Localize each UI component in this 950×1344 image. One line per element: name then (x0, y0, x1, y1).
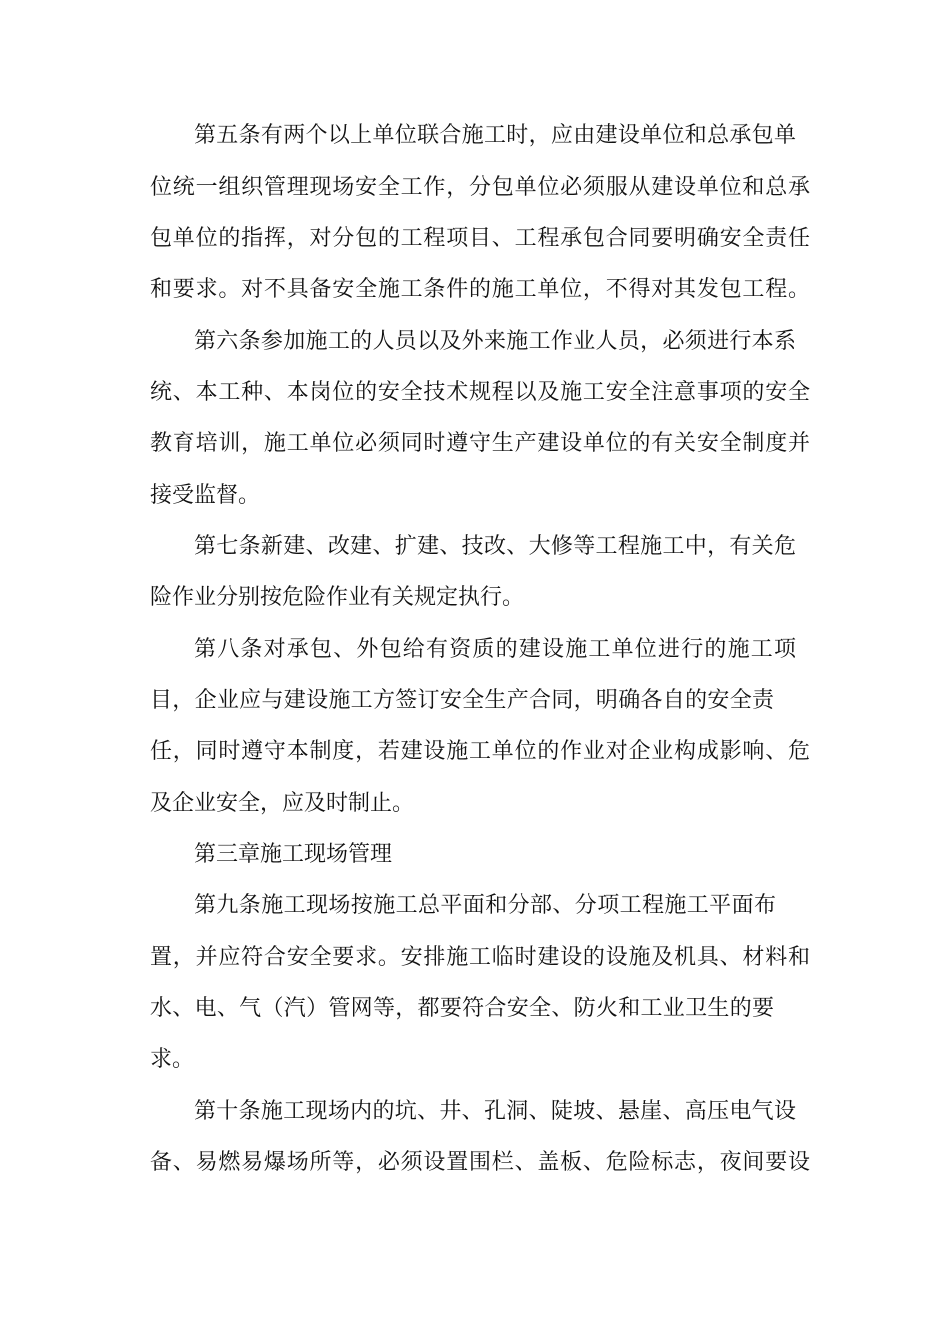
text-line: 目，企业应与建设施工方签订安全生产合同，明确各自的安全责 (150, 688, 774, 713)
text-line: 接受监督。 (150, 483, 261, 508)
text-line: 置，并应符合安全要求。安排施工临时建设的设施及机具、材料和 (150, 945, 810, 970)
chapter-heading: 第三章施工现场管理 (194, 842, 393, 867)
text-line: 第九条施工现场按施工总平面和分部、分项工程施工平面布 (194, 893, 776, 918)
text-line: 第六条参加施工的人员以及外来施工作业人员，必须进行本系 (194, 329, 796, 354)
text-line: 险作业分别按危险作业有关规定执行。 (150, 585, 525, 610)
text-line: 统、本工种、本岗位的安全技术规程以及施工安全注意事项的安全 (150, 380, 810, 405)
text-line: 包单位的指挥，对分包的工程项目、工程承包合同要明确安全责任 (150, 226, 810, 251)
text-line: 第八条对承包、外包给有资质的建设施工单位进行的施工项 (194, 637, 796, 662)
text-line: 第五条有两个以上单位联合施工时，应由建设单位和总承包单 (194, 123, 796, 148)
text-line: 水、电、气（汽）管网等，都要符合安全、防火和工业卫生的要 (150, 996, 774, 1021)
text-line: 求。 (150, 1047, 195, 1072)
text-line: 第十条施工现场内的坑、井、孔洞、陡坡、悬崖、高压电气设 (194, 1099, 796, 1124)
text-line: 教育培训，施工单位必须同时遵守生产建设单位的有关安全制度并 (150, 431, 810, 456)
text-line: 位统一组织管理现场安全工作，分包单位必须服从建设单位和总承 (150, 175, 810, 200)
text-line: 第七条新建、改建、扩建、技改、大修等工程施工中，有关危 (194, 534, 796, 559)
text-line: 任，同时遵守本制度，若建设施工单位的作业对企业构成影响、危 (150, 739, 810, 764)
text-line: 备、易燃易爆场所等，必须设置围栏、盖板、危险标志，夜间要设 (150, 1150, 810, 1175)
text-line: 及企业安全，应及时制止。 (150, 791, 415, 816)
text-line: 和要求。对不具备安全施工条件的施工单位，不得对其发包工程。 (150, 277, 810, 302)
